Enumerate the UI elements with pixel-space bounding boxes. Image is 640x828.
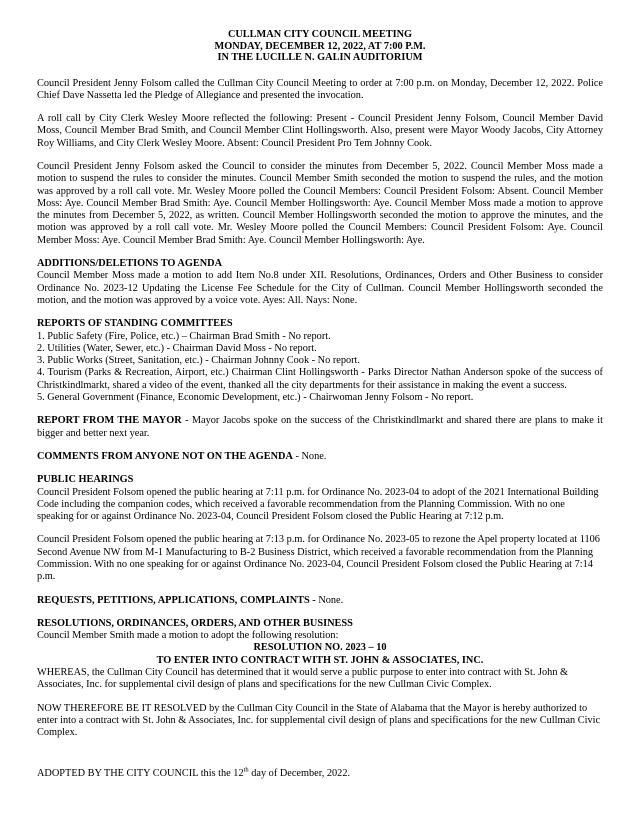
committee-item-tourism: 4. Tourism (Parks & Recreation, Airport, etc.) Chairman Clint Hollingsworth - Parks Director Nathan Anderson spoke of the success of Christkindlmarkt, shared a video of the event, thanked all the city departments for their assistance in making the event a success. [37,367,603,391]
additions-paragraph: Council Member Moss made a motion to add Item No.8 under XII. Resolutions, Ordinances, Orders and Other Business to consider Ordinance No. 2023-12 Updating the License Fee Schedule for the City of Cullman. Council Member Hollingsworth seconded the motion, and the motion was approved by a voice vote. Ayes: All. Nays: None. [37,270,603,306]
minutes-document [37,29,603,780]
additions-heading: ADDITIONS/DELETIONS TO AGENDA [37,258,223,270]
roll-call-paragraph: A roll call by City Clerk Wesley Moore reflected the following: Present - Council President Jenny Folsom, Council Member David Moss, Council Member Brad Smith, and Council Member Clint Hollingsworth. Also, present were Mayor Woody Jacobs, City Attorney Roy Williams, and City Clerk Wesley Moore. Absent: Council President Pro Tem Johnny Cook. [37,113,603,149]
requests-heading: REQUESTS, PETITIONS, APPLICATIONS, COMPLAINTS - [37,594,316,606]
committees-heading: REPORTS OF STANDING COMMITTEES [37,318,233,330]
resolution-whereas: WHEREAS, the Cullman City Council has determined that it would serve a public purpose to enter into contract with St. John & Associates, Inc. for supplemental civil design of plans and specifications for the new Cullman Civic Complex. [37,667,569,691]
comments-paragraph [37,451,603,463]
mayor-report-text: - Mayor Jacobs spoke on the success of the Christkindlmarkt and shared there are plans to make it bigger and better next year. [37,415,603,439]
adoption-line [37,768,603,780]
minutes-paragraph: Council President Jenny Folsom asked the Council to consider the minutes from December 5, 2022. Council Member Moss made a motion to suspend the rules to consider the minutes. Council Member Smith seconded the motion to suspend the rules, and the motion was approved by a roll call vote. Mr. Wesley Moore polled the Council Members: Council President Folsom: Absent. Council Member Moss: Aye. Council Member Brad Smith: Aye. Council Member Hollingsworth: Aye. Council Member Moss made a motion to approve the minutes from December 5, 2022, as written. Council Member Hollingsworth seconded the motion to approve the minutes, and the motion was approved by a roll call vote. Mr. Wesley Moore polled the Council Members: Council President Folsom: Aye. Council Member Moss: Aye. Council Member Brad Smith: Aye. Council Member Hollingsworth: Aye. [37,160,603,246]
committee-item-public-safety: 1. Public Safety (Fire, Police, etc.) – Chairman Brad Smith - No report. [37,330,331,342]
resolution-motion: Council Member Smith made a motion to adopt the following resolution: [37,630,339,642]
adoption-text-post: day of December, 2022. [248,767,351,779]
committee-item-utilities: 2. Utilities (Water, Sewer, etc.) - Chairman David Moss - No report. [37,342,317,354]
committee-item-general-government: 5. General Government (Finance, Economic Development, etc.) - Chairwoman Jenny Folsom - No report. [37,392,474,404]
mayor-report-paragraph [37,415,603,440]
document-header [37,29,603,64]
resolution-title: TO ENTER INTO CONTRACT WITH ST. JOHN & ASSOCIATES, INC. [156,654,484,666]
adoption-ordinal-suffix: th [243,766,249,774]
public-hearing-2: Council President Folsom opened the public hearing at 7:13 p.m. for Ordinance No. 2023-05 to rezone the Apel property located at 1106 Second Avenue NW from M-1 Manufacturing to B-2 Business District, which received a favorable recommendation from the Planning Commission. With no one speaking for or against Ordinance No. 2023-04, Council President Folsom closed the Public Hearing at 7:14 p.m. [37,534,600,583]
header-title: CULLMAN CITY COUNCIL MEETING [227,29,413,40]
resolution-resolved: NOW THEREFORE BE IT RESOLVED by the Cullman City Council in the State of Alabama that the Mayor is hereby authorized to enter into a contract with St. John & Associates, Inc. for supplemental civil design of plans and specifications for the new Cullman Civic Complex. [37,702,601,739]
adoption-text-pre: ADOPTED BY THE CITY COUNCIL this the 12 [37,767,244,779]
public-hearing-1: Council President Folsom opened the public hearing at 7:11 p.m. for Ordinance No. 2023-04 to adopt of the 2021 International Building Code including the companion codes, which received a favorable recommendation from the Planning Commission. With no one speaking for or against Ordinance No. 2023-04, Council President Folsom closed the Public Hearing at 7:12 p.m. [37,486,599,523]
committee-item-public-works: 3. Public Works (Street, Sanitation, etc.) - Chairman Johnny Cook - No report. [37,355,360,367]
resolutions-heading: RESOLUTIONS, ORDINANCES, ORDERS, AND OTHER BUSINESS [37,617,353,629]
call-to-order-paragraph: Council President Jenny Folsom called the Cullman City Council Meeting to order at 7:00 p.m. on Monday, December 12, 2022. Police Chief Dave Nassetta led the Pledge of Allegiance and presented the invocation. [37,77,603,101]
requests-text: None. [315,594,344,606]
comments-heading: COMMENTS FROM ANYONE NOT ON THE AGENDA [37,450,293,462]
header-location: IN THE LUCILLE N. GALIN AUDITORIUM [217,52,423,63]
header-date: MONDAY, DECEMBER 12, 2022, AT 7:00 P.M. [214,40,426,52]
mayor-report-heading: REPORT FROM THE MAYOR [37,415,182,427]
resolution-number: RESOLUTION NO. 2023 – 10 [253,642,387,654]
public-hearings-heading: PUBLIC HEARINGS [37,474,134,486]
requests-paragraph [37,595,603,607]
comments-text: - None. [292,450,327,462]
